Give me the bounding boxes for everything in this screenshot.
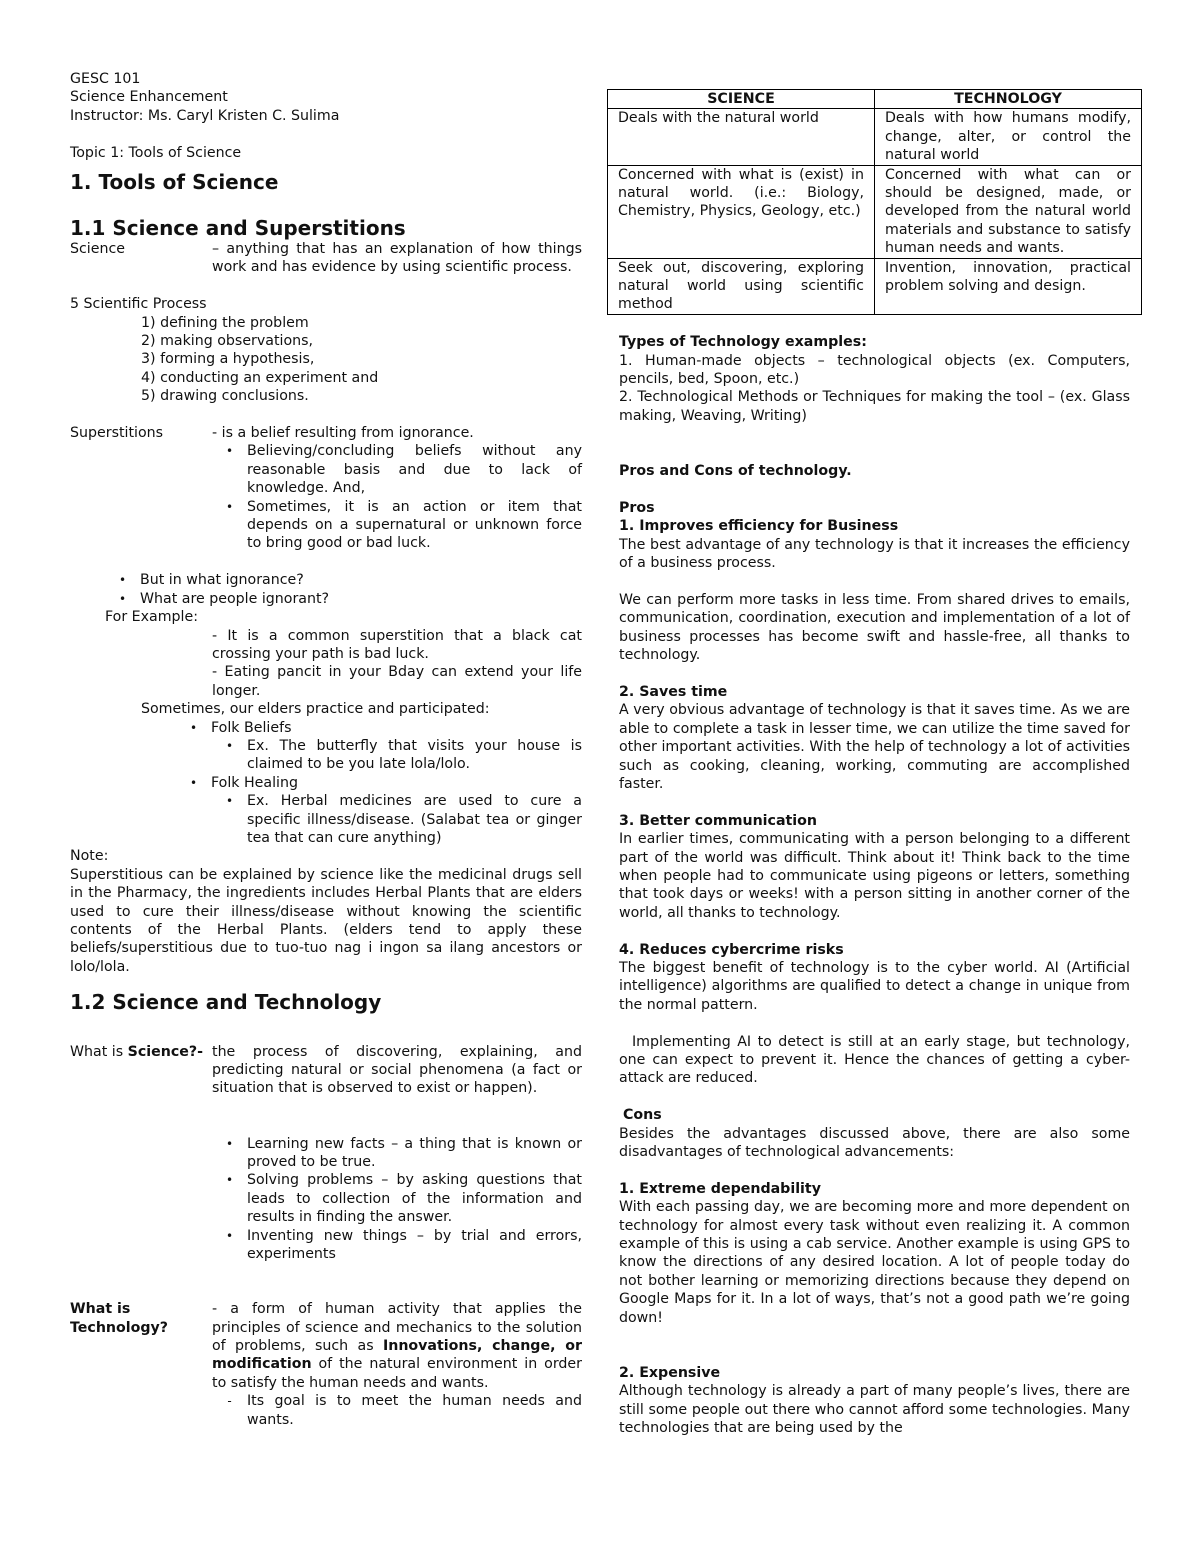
superstitions-def: - is a belief resulting from ignorance. [212,425,474,442]
example-item: - Eating pancit in your Bday can extend your life longer. [212,664,582,699]
bullet-icon: • [118,591,127,606]
bullet-icon: • [189,775,198,790]
pro-heading: 2. Saves time [619,683,728,700]
elders-line: Sometimes, our elders practice and participated: [141,701,490,718]
section-1-heading: 1. Tools of Science [70,170,279,195]
table-row [608,165,1142,258]
right-column [607,89,1142,1437]
list-item: • Learning new facts – a thing that is known or proved to be true. [212,1135,582,1172]
science-definition [70,240,582,277]
list-item: • Ex. Herbal medicines are used to cure a specific illness/disease. (Salabat tea or ginger tea that can cure anything) [212,792,582,847]
what-is-technology [70,1300,582,1392]
table-row [608,258,1142,314]
table-header: SCIENCE [608,90,875,109]
list-item: • Believing/concluding beliefs without any reasonable basis and due to lack of knowledge. And, [212,442,582,497]
note-text: Superstitious can be explained by science like the medicinal drugs sell in the Pharmacy, the ingredients includes Herbal Plants that are elders used to cure their illness/disease without knowing the scientific contents of the Herbal Plants. (elders tend to apply these beliefs/superstitious due to tuo-tuo nag i ingon sa ilang ancestors or lolo/lola. [70,866,582,975]
superstitions-term: Superstitions [70,425,164,442]
list-item: • Folk Healing [176,774,582,792]
con-heading: 1. Extreme dependability [619,1180,821,1197]
proscons-title: Pros and Cons of technology. [619,463,852,480]
con-paragraph: Although technology is already a part of many people’s lives, there are still some people out there who cannot afford some technologies. Many technologies that are being used by the [619,1383,1130,1437]
list-item: • Folk Beliefs [176,719,582,737]
list-item: - Its goal is to meet the human needs and wants. [212,1392,582,1429]
bullet-icon: • [225,499,234,514]
science-term: Science [70,241,125,258]
dash-icon: - [227,1394,232,1409]
table-row [608,109,1142,165]
bullet-icon: • [225,794,234,809]
example-item: - It is a common superstition that a black cat crossing your path is bad luck. [212,627,582,662]
instructor: Instructor: Ms. Caryl Kristen C. Sulima [70,107,340,124]
course-code: GESC 101 [70,71,141,87]
table-cell: Deals with the natural world [608,109,875,165]
pros-label: Pros [619,499,655,516]
types-title: Types of Technology examples: [619,334,867,351]
bullet-icon: • [225,1173,234,1188]
course-subject: Science Enhancement [70,89,228,106]
bullet-icon: • [189,720,198,735]
note-label: Note: [70,848,109,865]
con-heading: 2. Expensive [619,1364,721,1381]
table-cell: Concerned with what can or should be designed, made, or developed from the natural world materials and substance to satisfy human needs and wants. [875,165,1142,258]
process-steps [141,314,582,406]
science-technology-table [607,89,1142,315]
technology-def: - a form of human activity that applies the principles of science and mechanics to the solution of problems, such as Innovations, change, or modification of the natural environment in order to satisfy the human needs and wants. [212,1301,582,1391]
pro-paragraph: A very obvious advantage of technology is that it saves time. As we are able to complete a task in lesser time, we can utilize the time saved for other important activities. With the help of technology a lot of activities such as cooking, cleaning, working, commuting are accomplished faster. [619,702,1130,792]
types-item: 2. Technological Methods or Techniques for making the tool – (ex. Glass making, Weaving, Writing) [619,389,1130,424]
table-cell: Invention, innovation, practical problem solving and design. [875,258,1142,314]
types-item: 1. Human-made objects – technological objects (ex. Computers, pencils, bed, Spoon, etc.) [619,352,1130,388]
pro-paragraph: In earlier times, communicating with a person belonging to a different part of the world was difficult. Think about it! Think back to the time when people had to communicate using pigeons or letters, something that took days or weeks! with a person sitting in another corner of the world, all thanks to technology. [619,831,1130,921]
science-word: Science?- [127,1043,204,1060]
pro-heading: 3. Better communication [619,812,818,829]
section-1-1-heading: 1.1 Science and Superstitions [70,216,406,241]
bullet-icon: • [225,1136,234,1151]
pro-paragraph: We can perform more tasks in less time. From shared drives to emails, communication, coordination, execution and implementation of a lot of business processes has become swift and hassle-free, all thanks to technology. [619,591,1130,664]
bullet-icon: • [225,738,234,753]
table-header-row [608,90,1142,109]
superstitions-definition [70,424,582,442]
pro-heading: 4. Reduces cybercrime risks [619,941,844,958]
science-def: – anything that has an explanation of how things work and has evidence by using scientific process. [212,241,582,276]
science-def-2: the process of discovering, explaining, and predicting natural or social phenomena (a fact or situation that is observed to exist or happen). [212,1043,582,1097]
process-step: 3) forming a hypothesis, [141,351,315,368]
section-1-2-heading: 1.2 Science and Technology [70,990,382,1015]
process-step: 5) drawing conclusions. [141,388,309,405]
list-item: • Inventing new things – by trial and errors, experiments [212,1227,582,1264]
bullet-icon: • [225,444,234,459]
table-cell: Deals with how humans modify, change, alter, or control the natural world [875,109,1142,165]
process-step: 4) conducting an experiment and [141,369,379,386]
pro-paragraph: Implementing AI to detect is still at an early stage, but technology, one can expect to prevent it. Hence the chances of getting a cyber-attack are reduced. [619,1033,1135,1087]
table-cell: Concerned with what is (exist) in natural world. (i.e.: Biology, Chemistry, Physics, Geology, etc.) [608,165,875,258]
process-title: 5 Scientific Process [70,296,207,313]
pro-paragraph: The best advantage of any technology is that it increases the efficiency of a business process. [619,536,1130,572]
bullet-icon: • [225,1228,234,1243]
list-item: • What are people ignorant? [105,590,582,608]
table-header: TECHNOLOGY [875,90,1142,109]
list-item: • Ex. The butterfly that visits your house is claimed to be you late lola/lolo. [212,737,582,774]
pro-paragraph: The biggest benefit of technology is to the cyber world. AI (Artificial intelligence) algorithms are qualified to detect a change in unique from the normal pattern. [619,959,1130,1013]
con-paragraph: With each passing day, we are becoming more and more dependent on technology for almost every task without even realizing it. A common example of this is using a cab service. Another example is using GPS to know the directions of any desired location. A lot of people today do not bother learning or memorizing directions because they depend on Google Maps for it. In a lot of ways, that’s not a good path we’re going down! [619,1199,1130,1326]
what-is-science: What is Science?- the process of discovering, explaining, and predicting natural or social phenomena (a fact or situation that is observed to exist or happen). [70,1043,582,1097]
process-step: 2) making observations, [141,333,314,350]
for-example-label: For Example: [105,609,199,626]
bullet-icon: • [118,573,127,588]
table-cell: Seek out, discovering, exploring natural world using scientific method [608,258,875,314]
list-item: • Sometimes, it is an action or item that depends on a supernatural or unknown force to bring good or bad luck. [212,498,582,553]
cons-intro: Besides the advantages discussed above, there are also some disadvantages of technological advancements: [619,1125,1130,1160]
pro-heading: 1. Improves efficiency for Business [619,518,899,535]
process-step: 1) defining the problem [141,314,309,331]
left-column [70,70,582,1429]
list-item: • But in what ignorance? [105,571,582,589]
list-item: • Solving problems – by asking questions that leads to collection of the information and results in finding the answer. [212,1171,582,1226]
cons-label: Cons [623,1107,662,1124]
topic-line: Topic 1: Tools of Science [70,144,242,161]
technology-term: What is Technology? [70,1301,169,1336]
